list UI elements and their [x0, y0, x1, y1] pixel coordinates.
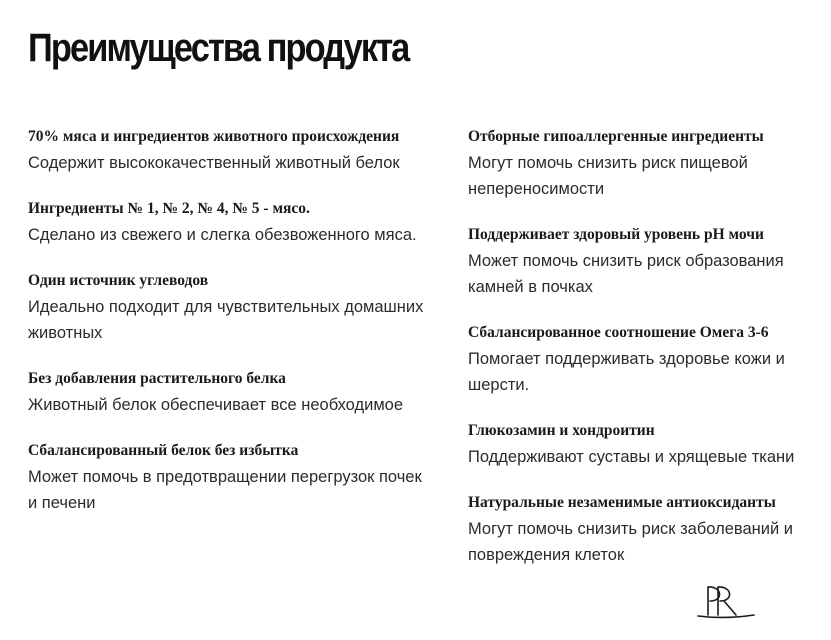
benefit-item — [468, 222, 823, 300]
benefit-item — [468, 490, 823, 568]
benefit-item — [468, 320, 823, 398]
benefit-title: Глюкозамин и хондроитин — [468, 422, 655, 439]
pr-monogram-logo — [694, 581, 756, 621]
benefit-title: Отборные гипоаллергенные ингредиенты — [468, 128, 764, 145]
benefit-title: Ингредиенты № 1, № 2, № 4, № 5 - мясо. — [28, 200, 310, 217]
benefit-description: Помогает поддерживать здоровье кожи и шерсти. — [468, 350, 785, 394]
benefit-title: Поддерживает здоровый уровень pH мочи — [468, 226, 764, 243]
benefit-title: Без добавления растительного белка — [28, 370, 286, 387]
benefit-title: Натуральные незаменимые антиоксиданты — [468, 494, 776, 511]
benefit-description: Может помочь снизить риск образования камней в почках — [468, 252, 784, 296]
benefit-item — [28, 196, 428, 248]
benefits-column-right — [468, 124, 823, 588]
pr-logo-graphic — [694, 581, 756, 621]
benefits-column-left — [28, 124, 428, 536]
benefit-title: Сбалансированный белок без избытка — [28, 442, 299, 459]
benefit-item — [28, 124, 428, 176]
benefit-title: Сбалансированное соотношение Омега 3-6 — [468, 324, 769, 341]
benefit-item — [28, 268, 428, 346]
benefit-item — [28, 366, 428, 418]
benefit-item — [28, 438, 428, 516]
benefit-description: Могут помочь снизить риск пищевой непереносимости — [468, 154, 748, 198]
benefit-title: 70% мяса и ингредиентов животного происхождения — [28, 128, 400, 145]
benefit-description: Содержит высококачественный животный белок — [28, 154, 400, 172]
benefit-description: Сделано из свежего и слегка обезвоженного мяса. — [28, 226, 417, 244]
benefit-description: Могут помочь снизить риск заболеваний и повреждения клеток — [468, 520, 794, 564]
page-title: Преимущества продукта — [28, 26, 409, 70]
benefit-description: Животный белок обеспечивает все необходимое — [28, 396, 404, 414]
benefit-item — [468, 418, 823, 470]
benefit-description: Идеально подходит для чувствительных домашних животных — [28, 298, 424, 342]
benefit-description: Может помочь в предотвращении перегрузок почек и печени — [28, 468, 422, 512]
benefit-title: Один источник углеводов — [28, 272, 209, 289]
benefit-item — [468, 124, 823, 202]
benefit-description: Поддерживают суставы и хрящевые ткани — [468, 448, 795, 466]
